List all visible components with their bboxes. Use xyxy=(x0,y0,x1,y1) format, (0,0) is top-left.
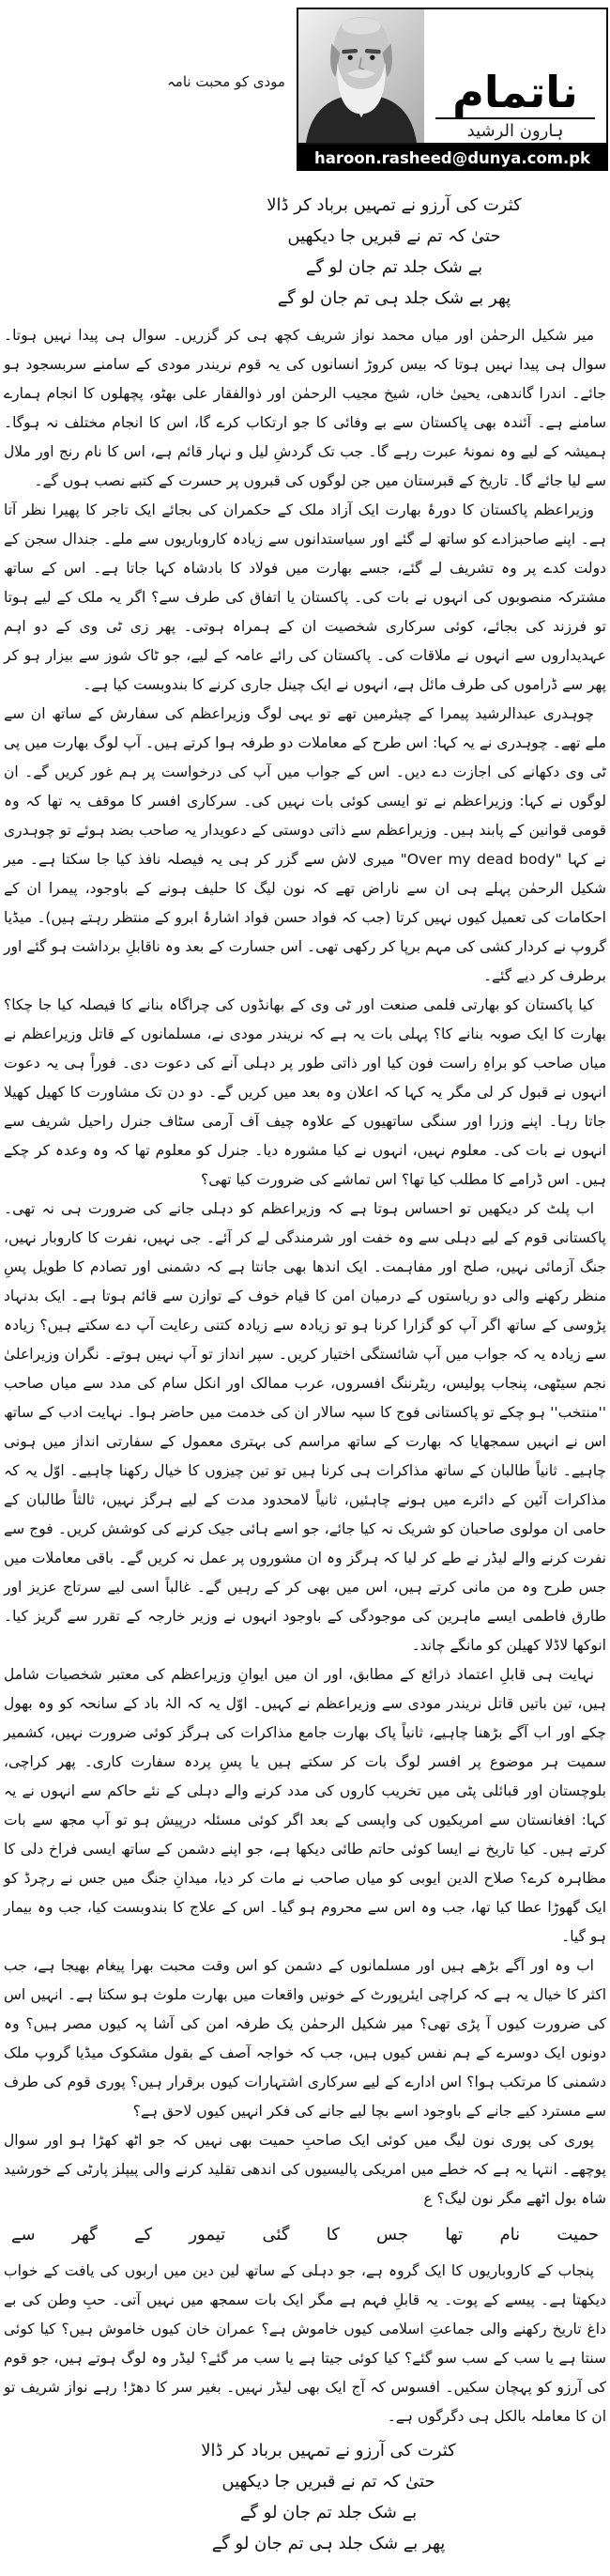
article-paragraph: میر شکیل الرحمٰن اور میاں محمد نواز شریف کچھ ہی کر گزریں۔ سوال ہی پیدا نہیں ہوتا۔ سوال ہی پیدا نہیں ہوتا کہ بیس کروڑ انسانوں کی یہ قوم نریندر مودی کے سامنے سربسجود ہو جائے۔ اندرا گاندھی، یحییٰ خاں، شیخ مجیب الرحمٰن اور ذوالفقار علی بھٹو، پچھلوں کا انجام ہمارے سامنے ہے۔ آئندہ بھی پاکستان سے بے وفائی کا جو ارتکاب کرے گا، اس کا انجام مختلف نہ ہوگا۔ ہمیشہ کے لیے وہ نمونۂ عبرت رہے گا۔ جب تک گردشِ لیل و نہار قائم ہے، اس کا نام رنج اور ملال سے لیا جائے گا۔ تاریخ کے قبرستان میں جن لوگوں کی قبروں پر حسرت کے کتبے نصب ہوں گے۔ xyxy=(4,327,606,489)
column-header xyxy=(0,0,610,180)
article-paragraph: اب پلٹ کر دیکھیں تو احساس ہوتا ہے کہ وزیراعظم کو دہلی جانے کی ضرورت ہی نہ تھی۔ پاکستانی قوم کے لیے دہلی سے وہ خفت اور شرمندگی لے کر آئے۔ جی نہیں، نفرت کا کاروبار نہیں، جنگ آزمائی نہیں، صلح اور مفاہمت۔ ایک اندھا بھی جانتا ہے کہ دشمنی اور تصادم کا طویل پسِ منظر رکھنے والی دو ریاستوں کے درمیان امن کا قیام خوف کے توازن سے قائم ہوتا ہے۔ ایک بدنہاد پڑوسی کے ساتھ اگر آپ کو گزارا کرنا ہو تو زیادہ سے زیادہ کتنی رعایت آپ دے سکتے ہیں؟ زیادہ سے زیادہ یہ کہ جواب میں آپ شائستگی اختیار کریں۔ سپر انداز تو آپ نہیں ہوتے۔ نگران وزیراعلیٰ نجم سیٹھی، پنجاب پولیس، ریٹرننگ افسروں، عرب ممالک اور انکل سام کی مدد سے میاں صاحب ''منتخب'' ہو چکے تو پاکستانی فوج کا سپہ سالار ان کی خدمت میں حاضر ہوا۔ نہایت ادب کے ساتھ اس نے انہیں سمجھایا کہ بھارت کے ساتھ مراسم کی بہتری معمول کے سفارتی انداز میں ہونی چاہیے۔ ثانیاً طالبان کے ساتھ مذاکرات ہی کرنا ہیں تو تین چیزوں کا خیال رکھنا چاہیے۔ اوّل یہ کہ مذاکرات آئین کے دائرے میں ہونے چاہئیں، ثانیاً لامحدود مدت کے لیے ہرگز نہیں، ثالثاً طالبان کے حامی ان مولوی صاحبان کو شریک نہ کیا جائے، جو اسے ہائی جیک کرنے کی کوشش کریں۔ فوج سے نفرت کرنے والے لیڈر نے طے کر لیا کہ ہرگز وہ ان مشوروں پر عمل نہ کریں گے۔ باقی معاملات میں جس طرح وہ من مانی کرتے ہیں، اس میں بھی کر کے رہیں گے۔ غالباً اسی لیے سرتاج عزیز اور طارق فاطمی ایسے ماہرین کی موجودگی کے باوجود انہوں نے وزیر خارجہ کے تقرر سے گریز کیا۔ انوکھا لاڈلا کھیلن کو مانگے چاند۔ xyxy=(4,1200,606,1654)
masthead-left-column xyxy=(424,9,606,143)
verse-line: پھر بے شک جلد ہی تم جان لو گے xyxy=(277,288,511,308)
verse-line: حتیٰ کہ تم نے قبریں جا دیکھیں xyxy=(221,2472,435,2491)
masthead-box xyxy=(297,8,608,145)
verse-line: حتیٰ کہ تم نے قبریں جا دیکھیں xyxy=(287,226,501,246)
article-paragraph: پوری کی پوری نون لیگ میں کوئی ایک صاحبِ حمیت بھی نہیں کہ جو اٹھ کھڑا ہو اور سوال پوچھے۔ انتہا یہ ہے کہ خطے میں امریکی پالیسیوں کی اندھی تقلید کرنے والی پیپلز پارٹی کے خورشید شاہ بول اٹھے مگر نون لیگ؟ ع xyxy=(4,2132,606,2207)
article-paragraph: پنجاب کے کاروباریوں کا ایک گروہ ہے، جو دہلی کے ساتھ لین دین میں اربوں کی یافت کے خواب دیکھتا ہے۔ پیسے کے پوت۔ یہ قابلِ فہم ہے مگر ایک بات سمجھ میں نہیں آتی۔ حبِ وطن کی بے داغ تاریخ رکھنے والی جماعتِ اسلامی کیوں خاموش ہے؟ عمران خان کیوں خاموش ہیں؟ کیا کوئی سنتا ہے یا سب کے سب سو گئے؟ کیا کوئی جیتا ہے یا سب مر گئے؟ لیڈر وہ لوگ ہوتے ہیں، جو قوم کی آرزو کو پہچان سکیں۔ افسوس کہ آج ایک بھی لیڈر نہیں۔ بغیر سر کا دھڑ! رہے نواز شریف تو ان کا معاملہ بالکل ہی دگرگوں ہے۔ xyxy=(4,2262,606,2425)
masthead-divider xyxy=(435,117,596,119)
article-paragraph: اب وہ اور آگے بڑھے ہیں اور مسلمانوں کے دشمن کو اس وقت محبت بھرا پیغام بھیجا ہے، جب اکثر کا خیال یہ ہے کہ کراچی ایئرپورٹ کے خونیں واقعات میں بھارت ملوث ہو سکتا ہے۔ انہیں اس کی ضرورت کیوں آ پڑی تھی؟ میر شکیل الرحمٰن یک طرفہ امن کی آشا پہ کیوں مصر ہیں؟ وہ دونوں ایک دوسرے کے ہم نفس کیوں ہیں، جب کہ خواجہ آصف کے بقول مشکوک میڈیا گروپ ملک دشمنی کا مرتکب ہوا؟ اس ادارے کے لیے سرکاری اشتہارات کیوں برقرار ہیں؟ پوری قوم کی طرف سے مسترد کیے جانے کے باوجود اسے بچا لیے جانے کی فکر انہیں کیوں لاحق ہے؟ xyxy=(4,1957,606,2120)
verse-line: کثرت کی آرزو نے تمہیں برباد کر ڈالا xyxy=(201,2441,456,2460)
author-photo xyxy=(298,9,424,143)
article-paragraph: کیا پاکستان کو بھارتی فلمی صنعت اور ٹی وی کے بھانڈوں کی چراگاہ بنانے کا فیصلہ کیا جا چکا؟ بھارت کا ایک صوبہ بنانے کا؟ پہلی بات یہ ہے کہ نریندر مودی نے، مسلمانوں کے قاتل وزیراعظم نے میاں صاحب کو براہِ راست فون کیا اور ذاتی طور پر دہلی آنے کی دعوت دی۔ فوراً ہی یہ دعوت انہوں نے قبول کر لی مگر یہ کہا کہ اعلان وہ بعد میں کریں گے۔ دو دن تک مشاورت کا کھیل کھیلا جاتا رہا۔ اپنے وزرا اور سنگی ساتھیوں کے علاوہ چیف آف آرمی سٹاف جنرل راحیل شریف سے انہوں نے بات کی۔ معلوم نہیں، انہوں نے کیا مشورہ دیا۔ جنرل کو معلوم تھا کہ وہ وعدہ کر چکے ہیں۔ اس ڈرامے کا مطلب کیا تھا؟ اس تماشے کی ضرورت کیا تھی؟ xyxy=(4,996,606,1188)
opening-verse-block xyxy=(197,190,591,314)
verse-line: کثرت کی آرزو نے تمہیں برباد کر ڈالا xyxy=(267,195,522,215)
author-email: haroon.rasheed@dunya.com.pk xyxy=(313,148,591,167)
article-paragraph: نہایت ہی قابلِ اعتماد ذرائع کے مطابق، اور ان میں ایوانِ وزیراعظم کی معتبر شخصیات شامل ہیں، تین باتیں قاتل نریندر مودی سے وزیراعظم نے کہیں۔ اوّل یہ کہ الہٰ باد کے سانحہ کو وہ بھول چکے اور اب آگے بڑھنا چاہیے، ثانیاً پاک بھارت جامع مذاکرات کی ہرگز کوئی ضرورت نہیں، کشمیر سمیت ہر موضوع پر افسر لوگ بات کر سکتے ہیں یا پسِ پردہ سفارت کاری۔ پھر کراچی، بلوچستان اور قبائلی پٹی میں تخریب کاروں کی مدد کرنے والے دہلی کے نئے حاکم سے انہوں نے یہ کہا: افغانستان سے امریکیوں کی واپسی کے بعد اگر کوئی مسئلہ درپیش ہو تو آپ مجھ سے بات کرتے ہیں۔ کیا تاریخ نے ایسا کوئی حاتم طائی دیکھا ہے، جو اپنے دشمن کے ساتھ ایسی فراخ دلی کا مظاہرہ کرے؟ صلاح الدین ایوبی کو میاں صاحب نے مات کر دیا، میدانِ جنگ میں جس نے رچرڈ کو ایک گھوڑا عطا کیا تھا، جب وہ اس سے محروم ہو گیا۔ اس کے علاج کا بندوبست کیا، جب وہ بیمار ہو گیا۔ xyxy=(4,1666,606,1945)
author-name: ہارون الرشید xyxy=(466,121,564,141)
masthead-title: ناتمام xyxy=(452,66,578,117)
article-paragraph: وزیراعظم پاکستان کا دورۂ بھارت ایک آزاد ملک کے حکمران کی بجائے ایک تاجر کا پھیرا نظر آتا ہے۔ اپنے صاحبزادے کو ساتھ لے گئے اور سیاستدانوں سے زیادہ کاروباریوں سے ملے۔ جندال سجن کے دولت کدے پر وہ تشریف لے گئے، جسے بھارت میں فولاد کا بادشاہ کہا جاتا ہے۔ اس کے ساتھ مشترکہ منصوبوں کی انہوں نے بات کی۔ پاکستان یا اتفاق کی طرف سے؟ اگر یہ ملک کے لیے ہوتا تو فرزند کی بجائے، کوئی سرکاری شخصیت ان کے ہمراہ ہوتی۔ پھر زی ٹی وی کے دو اہم عہدیداروں سے انہوں نے ملاقات کی۔ پاکستان کی رائے عامہ کے لیے، جو ٹاک شوز سے بیزار ہو کر پھر سے ڈراموں کی طرف مائل ہے، انہوں نے ایک چینل جاری کرنے کا بندوبست کیا ہے۔ xyxy=(4,501,606,693)
article-paragraph: چوہدری عبدالرشید پیمرا کے چیئرمین تھے تو یہی لوگ وزیراعظم کی سفارش کے ساتھ ان سے ملے تھے۔ چوہدری نے یہ کہا: اس طرح کے معاملات دو طرفہ ہوا کرتے ہیں۔ آپ لوگ بھارت میں پی ٹی وی دکھانے کی اجازت دے دیں۔ اس کے جواب میں آپ کی درخواست پر ہم غور کریں گے۔ ان لوگوں نے کہا: وزیراعظم نے تو ایسی کوئی بات نہیں کی۔ سرکاری افسر کا موقف یہ تھا کہ وہ قومی قوانین کے پابند ہیں۔ وزیراعظم سے ذاتی دوستی کے دعویدار یہ صاحب بضد ہوئے تو چوہدری نے کہا "Over my dead body" میری لاش سے گزر کر ہی یہ فیصلہ نافذ کیا جا سکتا ہے۔ میر شکیل الرحمٰن پہلے ہی ان سے ناراض تھے کہ نون لیگ کا حلیف ہونے کے باوجود، پیمرا ان کے احکامات کی تعمیل کیوں نہیں کرتا (جب کہ فواد حسن فواد اشارۂ ابرو کے منتظر رہتے ہیں)۔ میڈیا گروپ نے کردار کشی کی مہم برپا کر رکھی تھی۔ اس جسارت کے بعد وہ ناقابلِ برداشت ہو گئے اور برطرف کر دیے گئے۔ xyxy=(4,705,606,984)
verse-line: بے شک جلد تم جان لو گے xyxy=(305,257,483,277)
email-bar xyxy=(297,145,608,171)
verse-line: بے شک جلد تم جان لو گے xyxy=(239,2503,418,2522)
closing-verse-block xyxy=(131,2435,526,2559)
author-portrait-illustration xyxy=(298,9,424,143)
himmat-verse-line: حمیت نام تھا جس کا گئی تیمور کے گھر سے xyxy=(11,2225,599,2244)
column-title: مودی کو محبت نامہ xyxy=(167,73,285,90)
article-body xyxy=(0,321,610,2431)
verse-line: پھر بے شک جلد ہی تم جان لو گے xyxy=(211,2534,446,2553)
